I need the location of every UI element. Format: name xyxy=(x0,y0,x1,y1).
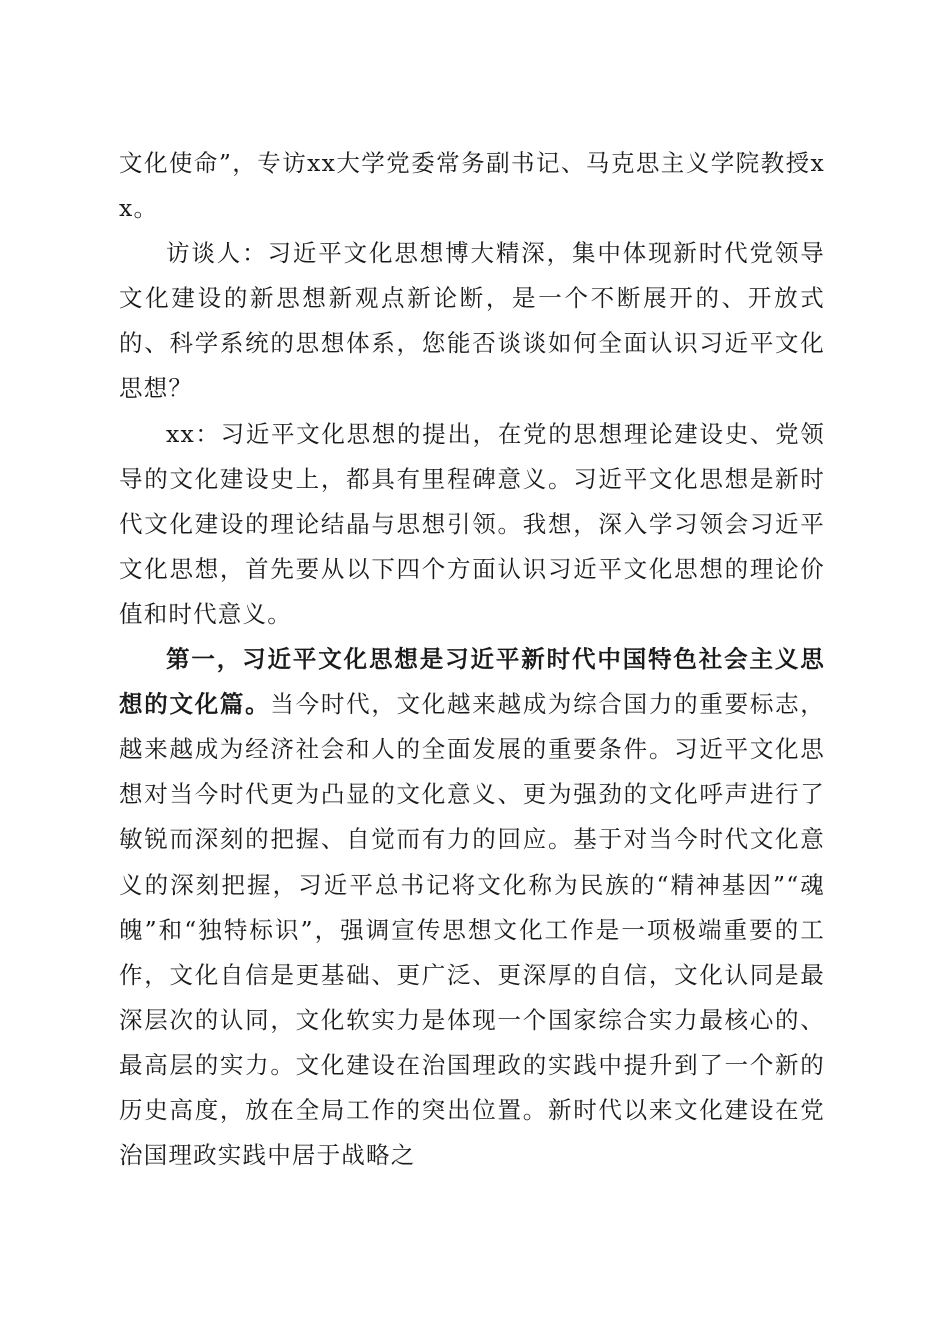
document-body xyxy=(119,141,825,1178)
paragraph-point-one xyxy=(119,637,825,1178)
paragraph-heading-bold: 第一，习近平文化思想是习近平新时代中国特色社会主义思想的文化篇。 xyxy=(119,645,825,719)
paragraph-interviewee-answer xyxy=(119,412,825,637)
paragraph-text: 当今时代，文化越来越成为综合国力的重要标志，越来越成为经济社会和人的全面发展的重要条件。习近平文化思想对当今时代更为凸显的文化意义、更为强劲的文化呼声进行了敏锐而深刻的把握、自觉而有力的回应。基于对当今时代文化意义的深刻把握，习近平总书记将文化称为民族的“精神基因”“魂魄”和“独特标识”，强调宣传思想文化工作是一项极端重要的工作，文化自信是更基础、更广泛、更深厚的自信，文化认同是最深层次的认同，文化软实力是体现一个国家综合实力最核心的、最高层的实力。文化建设在治国理政的实践中提升到了一个新的历史高度，放在全局工作的突出位置。新时代以来文化建设在党治国理政实践中居于战略之 xyxy=(119,690,825,1170)
paragraph-text: 访谈人：习近平文化思想博大精深，集中体现新时代党领导文化建设的新思想新观点新论断，是一个不断展开的、开放式的、科学系统的思想体系，您能否谈谈如何全面认识习近平文化思想？ xyxy=(119,239,825,403)
paragraph-continuation xyxy=(119,141,825,231)
paragraph-interviewer-question xyxy=(119,231,825,411)
paragraph-text: 文化使命”，专访xx大学党委常务副书记、马克思主义学院教授xx。 xyxy=(119,149,825,223)
paragraph-text: xx：习近平文化思想的提出，在党的思想理论建设史、党领导的文化建设史上，都具有里程碑意义。习近平文化思想是新时代文化建设的理论结晶与思想引领。我想，深入学习领会习近平文化思想，首先要从以下四个方面认识习近平文化思想的理论价值和时代意义。 xyxy=(119,419,825,628)
